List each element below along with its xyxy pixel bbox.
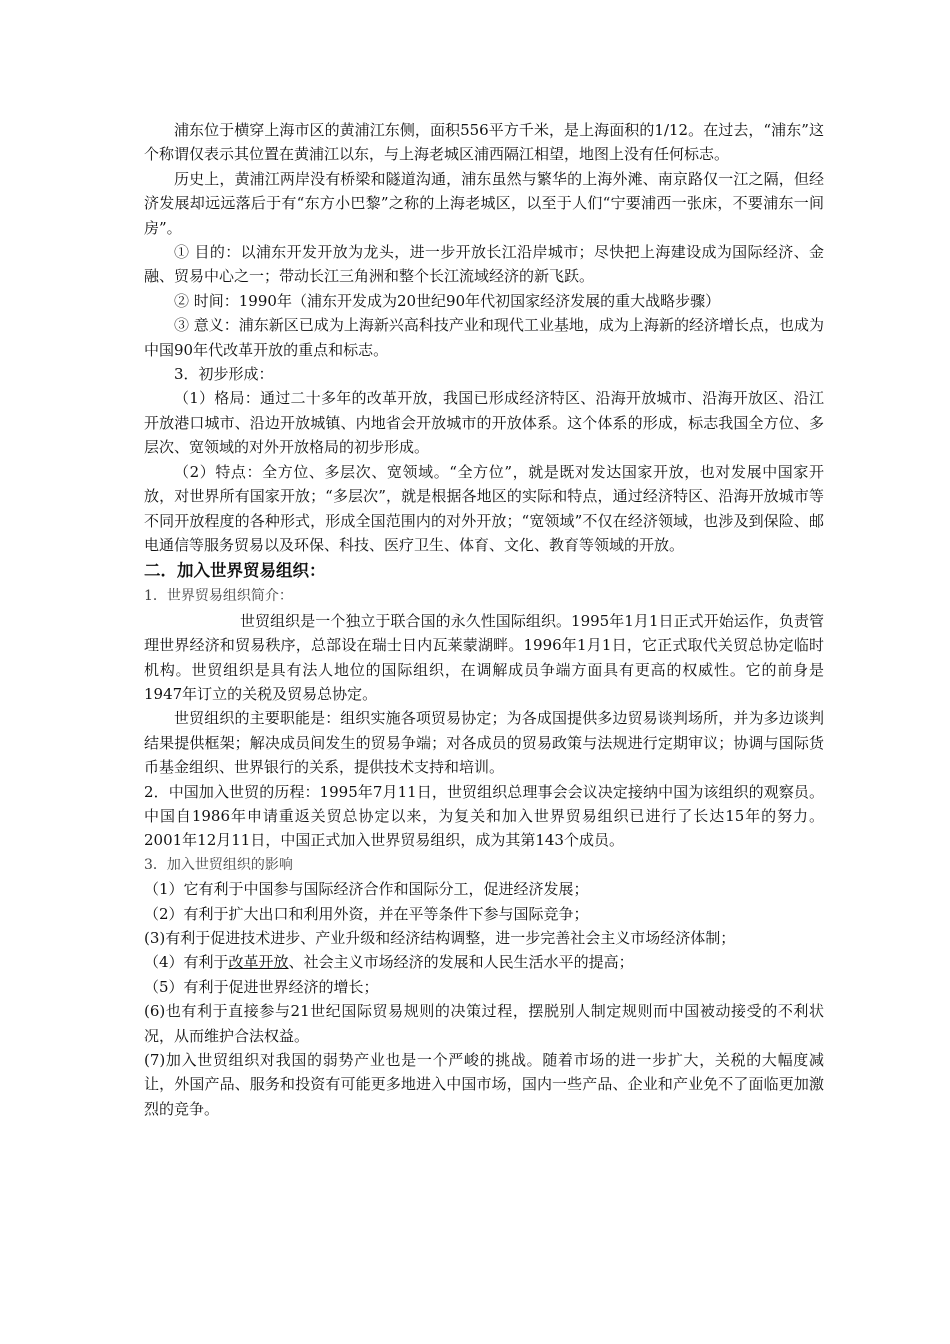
pudong-intro-paragraph: 浦东位于横穿上海市区的黄浦江东侧，面积556平方千米，是上海面积的1/12。在过去，“浦东”这个称谓仅表示其位置在黄浦江以东，与上海老城区浦西隔江相望，地图上没有任何标志。 [144, 121, 824, 164]
wto-impact-subheading: 3．加入世贸组织的影响 [144, 856, 293, 873]
wto-intro-subheading: 1．世界贸易组织简介： [144, 588, 293, 605]
pudong-time-paragraph: ② 时间：1990年（浦东开发成为20世纪90年代初国家经济发展的重大战略步骤） [174, 291, 721, 310]
features-paragraph: （2）特点：全方位、多层次、宽领域。“全方位”，就是既对发达国家开放，也对发展中国家开放，对世界所有国家开放；“多层次”，就是根据各地区的实际和特点，通过经济特区、沿海开放城市等不同开放程度的各种形式，形成全国范围内的对外开放；“宽领域”不仅在经济领域，也涉及到保险、邮电通信等服务贸易以及环保、科技、医疗卫生、体育、文化、教育等领域的开放。 [144, 462, 824, 554]
wto-functions-paragraph: 世贸组织的主要职能是：组织实施各项贸易协定；为各成国提供多边贸易谈判场所，并为多边谈判结果提供框架；解决成员间发生的贸易争端；对各成员的贸易政策与法规进行定期审议；协调与国际货币基金组织、世界银行的关系，提供技术支持和培训。 [144, 709, 824, 777]
initial-formation-heading: 3．初步形成： [174, 365, 274, 384]
pudong-purpose-paragraph: ① 目的：以浦东开发开放为龙头，进一步开放长江沿岸城市；尽快把上海建设成为国际经济、金融、贸易中心之一；带动长江三角洲和整个长江流域经济的新飞跃。 [144, 243, 824, 286]
pudong-significance-paragraph: ③ 意义：浦东新区已成为上海新兴高科技产业和现代工业基地，成为上海新的经济增长点，也成为中国90年代改革开放的重点和标志。 [144, 316, 824, 359]
impact-item-2: （2）有利于扩大出口和利用外资，并在平等条件下参与国际竞争； [144, 904, 589, 923]
impact-item-6: (6)也有利于直接参与21世纪国际贸易规则的决策过程，摆脱别人制定规则而中国被动接受的不利状况，从而维护合法权益。 [144, 1002, 824, 1045]
impact-item-4 [144, 950, 824, 974]
section-heading-wto: 二．加入世界贸易组织： [144, 561, 326, 581]
china-accession-paragraph: 2．中国加入世贸的历程：1995年7月11日，世贸组织总理事会会议决定接纳中国为该组织的观察员。中国自1986年申请重返关贸总协定以来，为复关和加入世界贸易组织已进行了长达15年的努力。 2001年12月11日，中国正式加入世界贸易组织，成为其第143个成员。 [144, 782, 824, 850]
impact-item-1: （1）它有利于中国参与国际经济合作和国际分工，促进经济发展； [144, 880, 589, 899]
wto-intro-paragraph: 世贸组织是一个独立于联合国的永久性国际组织。1995年1月1日正式开始运作，负责管理世界经济和贸易秩序，总部设在瑞士日内瓦莱蒙湖畔。1996年1月1日，它正式取代关贸总协定临时机构。世贸组织是具有法人地位的国际组织，在调解成员争端方面具有更高的权威性。它的前身是1947年订立的关税及贸易总协定。 [144, 611, 824, 703]
impact-item-7: (7)加入世贸组织对我国的弱势产业也是一个严峻的挑战。随着市场的进一步扩大，关税的大幅度减让，外国产品、服务和投资有可能更多地进入中国市场，国内一些产品、企业和产业免不了面临更加激烈的竞争。 [144, 1051, 824, 1118]
impact-item-4-prefix: （4）有利于 [144, 953, 229, 972]
impact-item-4-suffix: 、社会主义市场经济的发展和人民生活水平的提高； [288, 953, 634, 972]
pattern-paragraph: （1）格局：通过二十多年的改革开放，我国已形成经济特区、沿海开放城市、沿海开放区、沿江开放港口城市、沿边开放城镇、内地省会开放城市的开放体系。这个体系的形成，标志我国全方位、多层次、宽领域的对外开放格局的初步形成。 [144, 389, 824, 457]
reform-opening-link[interactable]: 改革开放 [228, 953, 289, 972]
impact-item-3: (3)有利于促进技术进步、产业升级和经济结构调整，进一步完善社会主义市场经济体制； [144, 929, 736, 947]
pudong-history-paragraph: 历史上，黄浦江两岸没有桥梁和隧道沟通，浦东虽然与繁华的上海外滩、南京路仅一江之隔，但经济发展却远远落后于有“东方小巴黎”之称的上海老城区，以至于人们“宁要浦西一张床，不要浦东一间房”。 [144, 169, 824, 237]
impact-item-5: （5）有利于促进世界经济的增长； [144, 977, 379, 996]
document-page [144, 118, 824, 1121]
